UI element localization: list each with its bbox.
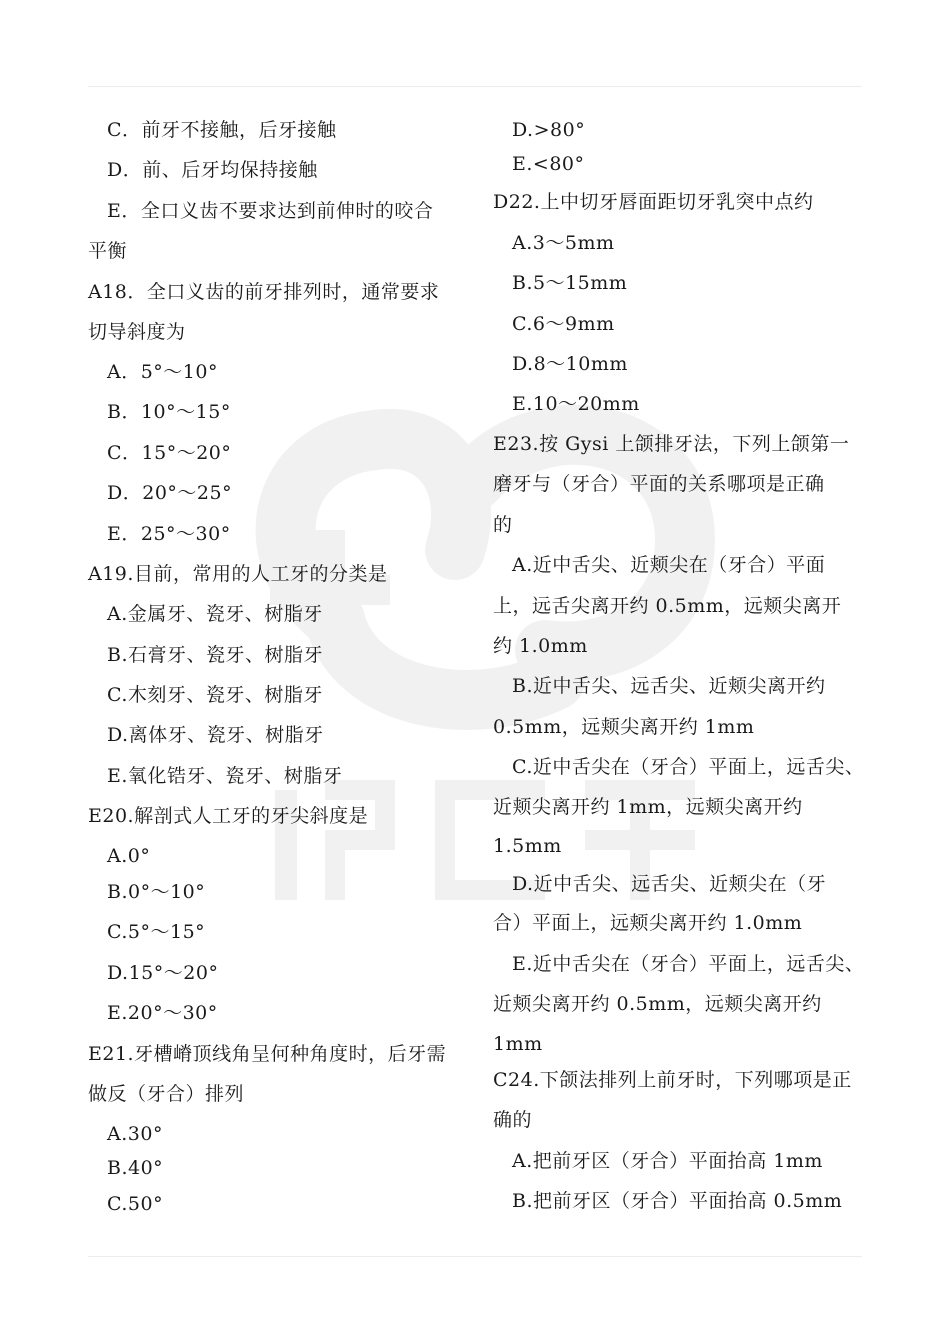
text-line: 约 1.0mm <box>493 635 588 657</box>
question-line: 切导斜度为 <box>88 321 186 343</box>
option-line: D.8～10mm <box>512 353 628 375</box>
question-line: E21.牙槽嵴顶线角呈何种角度时，后牙需 <box>88 1043 447 1065</box>
option-line: C.50° <box>107 1193 164 1215</box>
text-line: 近颊尖离开约 1mm，远颊尖离开约 <box>493 796 803 818</box>
option-line: E．25°～30° <box>107 523 231 545</box>
text-line: 平衡 <box>88 240 128 262</box>
question-line: 做反（牙合）排列 <box>88 1083 245 1105</box>
option-line: A.金属牙、瓷牙、树脂牙 <box>107 603 323 625</box>
option-line: D.近中舌尖、远舌尖、近颊尖在（牙 <box>512 873 827 895</box>
option-line: D.离体牙、瓷牙、树脂牙 <box>107 724 324 746</box>
option-line: A.3～5mm <box>512 232 615 254</box>
option-line: C．15°～20° <box>107 442 232 464</box>
option-line: D.>80° <box>512 119 586 141</box>
option-line: B.石膏牙、瓷牙、树脂牙 <box>107 644 324 666</box>
header-divider <box>88 86 862 87</box>
question-line: A18．全口义齿的前牙排列时，通常要求 <box>88 281 440 303</box>
text-line: 1mm <box>493 1033 543 1055</box>
option-line: B．10°～15° <box>107 401 231 423</box>
option-line: B.5～15mm <box>512 272 628 294</box>
option-line: A.0° <box>107 845 151 867</box>
question-line: E23.按 Gysi 上颌排牙法，下列上颌第一 <box>493 433 850 455</box>
text-line: 近颊尖离开约 0.5mm，远颊尖离开约 <box>493 993 822 1015</box>
question-line: E20.解剖式人工牙的牙尖斜度是 <box>88 805 369 827</box>
option-line: D．20°～25° <box>107 482 233 504</box>
option-line: B.40° <box>107 1157 164 1179</box>
option-line: B.把前牙区（牙合）平面抬高 0.5mm <box>512 1190 843 1212</box>
text-line: 0.5mm，远颊尖离开约 1mm <box>493 716 755 738</box>
option-line: D.15°～20° <box>107 962 219 984</box>
option-line: E.近中舌尖在（牙合）平面上，远舌尖、 <box>512 953 865 975</box>
question-line: A19.目前，常用的人工牙的分类是 <box>88 563 388 585</box>
option-line: B.0°～10° <box>107 881 206 903</box>
option-line: A.近中舌尖、近颊尖在（牙合）平面 <box>512 554 826 576</box>
text-line: 上，远舌尖离开约 0.5mm，远颊尖离开 <box>493 595 842 617</box>
question-line: D22.上中切牙唇面距切牙乳突中点约 <box>493 191 814 213</box>
option-line: A.30° <box>107 1123 163 1145</box>
option-line: A.把前牙区（牙合）平面抬高 1mm <box>512 1150 823 1172</box>
question-line: 的 <box>493 514 513 536</box>
text-line: 1.5mm <box>493 835 562 857</box>
question-line: 确的 <box>493 1109 533 1131</box>
question-line: C24.下颌法排列上前牙时，下列哪项是正 <box>493 1069 852 1091</box>
option-line: C.近中舌尖在（牙合）平面上，远舌尖、 <box>512 756 865 778</box>
option-line: C.6～9mm <box>512 313 615 335</box>
option-line: A．5°～10° <box>107 361 218 383</box>
option-line: E.氧化锆牙、瓷牙、树脂牙 <box>107 765 343 787</box>
footer-divider <box>88 1256 862 1257</box>
option-line: B.近中舌尖、远舌尖、近颊尖离开约 <box>512 675 826 697</box>
option-line: E.20°～30° <box>107 1002 218 1024</box>
option-line: C.木刻牙、瓷牙、树脂牙 <box>107 684 323 706</box>
text-line: 合）平面上，远颊尖离开约 1.0mm <box>493 912 803 934</box>
option-line: C.5°～15° <box>107 921 206 943</box>
option-line: D．前、后牙均保持接触 <box>107 159 318 181</box>
question-line: 磨牙与（牙合）平面的关系哪项是正确 <box>493 473 825 495</box>
option-line: E.10～20mm <box>512 393 640 415</box>
option-line: C．前牙不接触，后牙接触 <box>107 119 337 141</box>
option-line: E.<80° <box>512 153 585 175</box>
option-line: E．全口义齿不要求达到前伸时的咬合 <box>107 200 434 222</box>
